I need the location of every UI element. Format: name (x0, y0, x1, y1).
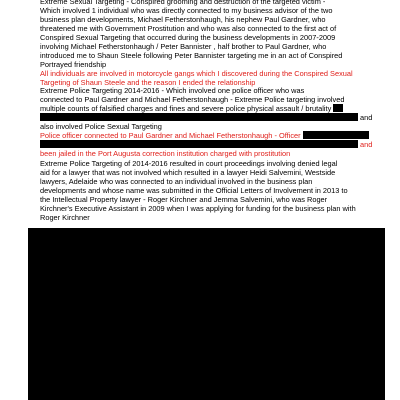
highlighted-text-line: All individuals are involved in motorcycle gangs which I discovered during the Conspired Sexual (40, 69, 353, 78)
text-line: lawyers, Adelaide who was connected to an individual involved in the business plan (40, 177, 313, 186)
text-line: developments and whose name was submitted in the Official Letters of Involvement in 2013 to (40, 186, 348, 195)
redaction-area (28, 228, 385, 400)
text-segment: and (360, 113, 373, 122)
text-segment: and (360, 140, 373, 149)
redaction-block (333, 104, 343, 112)
text-line: Portrayed friendship (40, 60, 107, 69)
text-line: involving Michael Fetherstonhaugh / Peter Bannister , half brother to Paul Gardner, who (40, 42, 327, 51)
text-line: Extreme Police Targeting 2014-2016 - Which involved one police officer who was (40, 86, 305, 95)
text-line: connected to Paul Gardner and Michael Fetherstonhaugh - Extreme Police targeting involved (40, 95, 345, 104)
redaction-block (40, 140, 358, 148)
redaction-block (40, 113, 358, 121)
text-line (40, 104, 375, 113)
text-line: Conspired Sexual Targeting that occurred during the business developments in 2007-2009 (40, 33, 336, 42)
paragraph-sexual-targeting (40, 0, 375, 87)
text-segment: multiple counts of falsified charges and fines and severe police physical assault / brutality (40, 104, 332, 113)
text-line: aid for a lawyer that was not involved which resulted in a lawyer Heidi Salvemini, Westside (40, 168, 336, 177)
paragraph-court-proceedings (40, 159, 375, 222)
text-line: business plan developments, Michael Fetherstonhaugh, his nephew Paul Gardner, who (40, 15, 326, 24)
highlighted-text-line (40, 140, 375, 149)
text-line: threatened me with Government Prostitution and who was also connected to the first act of (40, 24, 337, 33)
text-line: Kirchner's Executive Assistant in 2009 when I was applying for funding for the business plan with (40, 204, 356, 213)
text-segment: Police officer connected to Paul Gardner and Michael Fetherstonhaugh - Officer (40, 131, 301, 140)
text-line: also involved Police Sexual Targeting (40, 122, 162, 131)
paragraph-police-targeting (40, 86, 375, 158)
text-line: Roger Kirchner (40, 213, 90, 222)
redaction-block (303, 131, 369, 139)
text-line: introduced me to Shaun Steele following Peter Bannister targeting me in an act of Conspired (40, 51, 343, 60)
highlighted-text-line: Targeting of Shaun Steele and the reason I ended the relationship (40, 78, 256, 87)
text-line: Extreme Sexual Targeting - Conspired grooming and destruction of the targeted victim - (40, 0, 326, 6)
text-line (40, 113, 375, 122)
text-line: Extreme Police Targeting of 2014-2016 resulted in court proceedings involving denied legal (40, 159, 338, 168)
text-line: the Intellectual Property lawyer - Roger Kirchner and Jemma Salvemini, who was Roger (40, 195, 328, 204)
text-line: Which involved 1 individual who was directly connected to my business advisor of the two (40, 6, 333, 15)
highlighted-text-line: been jailed in the Port Augusta correction institution charged with prostitution (40, 149, 291, 158)
highlighted-text-line (40, 131, 375, 140)
